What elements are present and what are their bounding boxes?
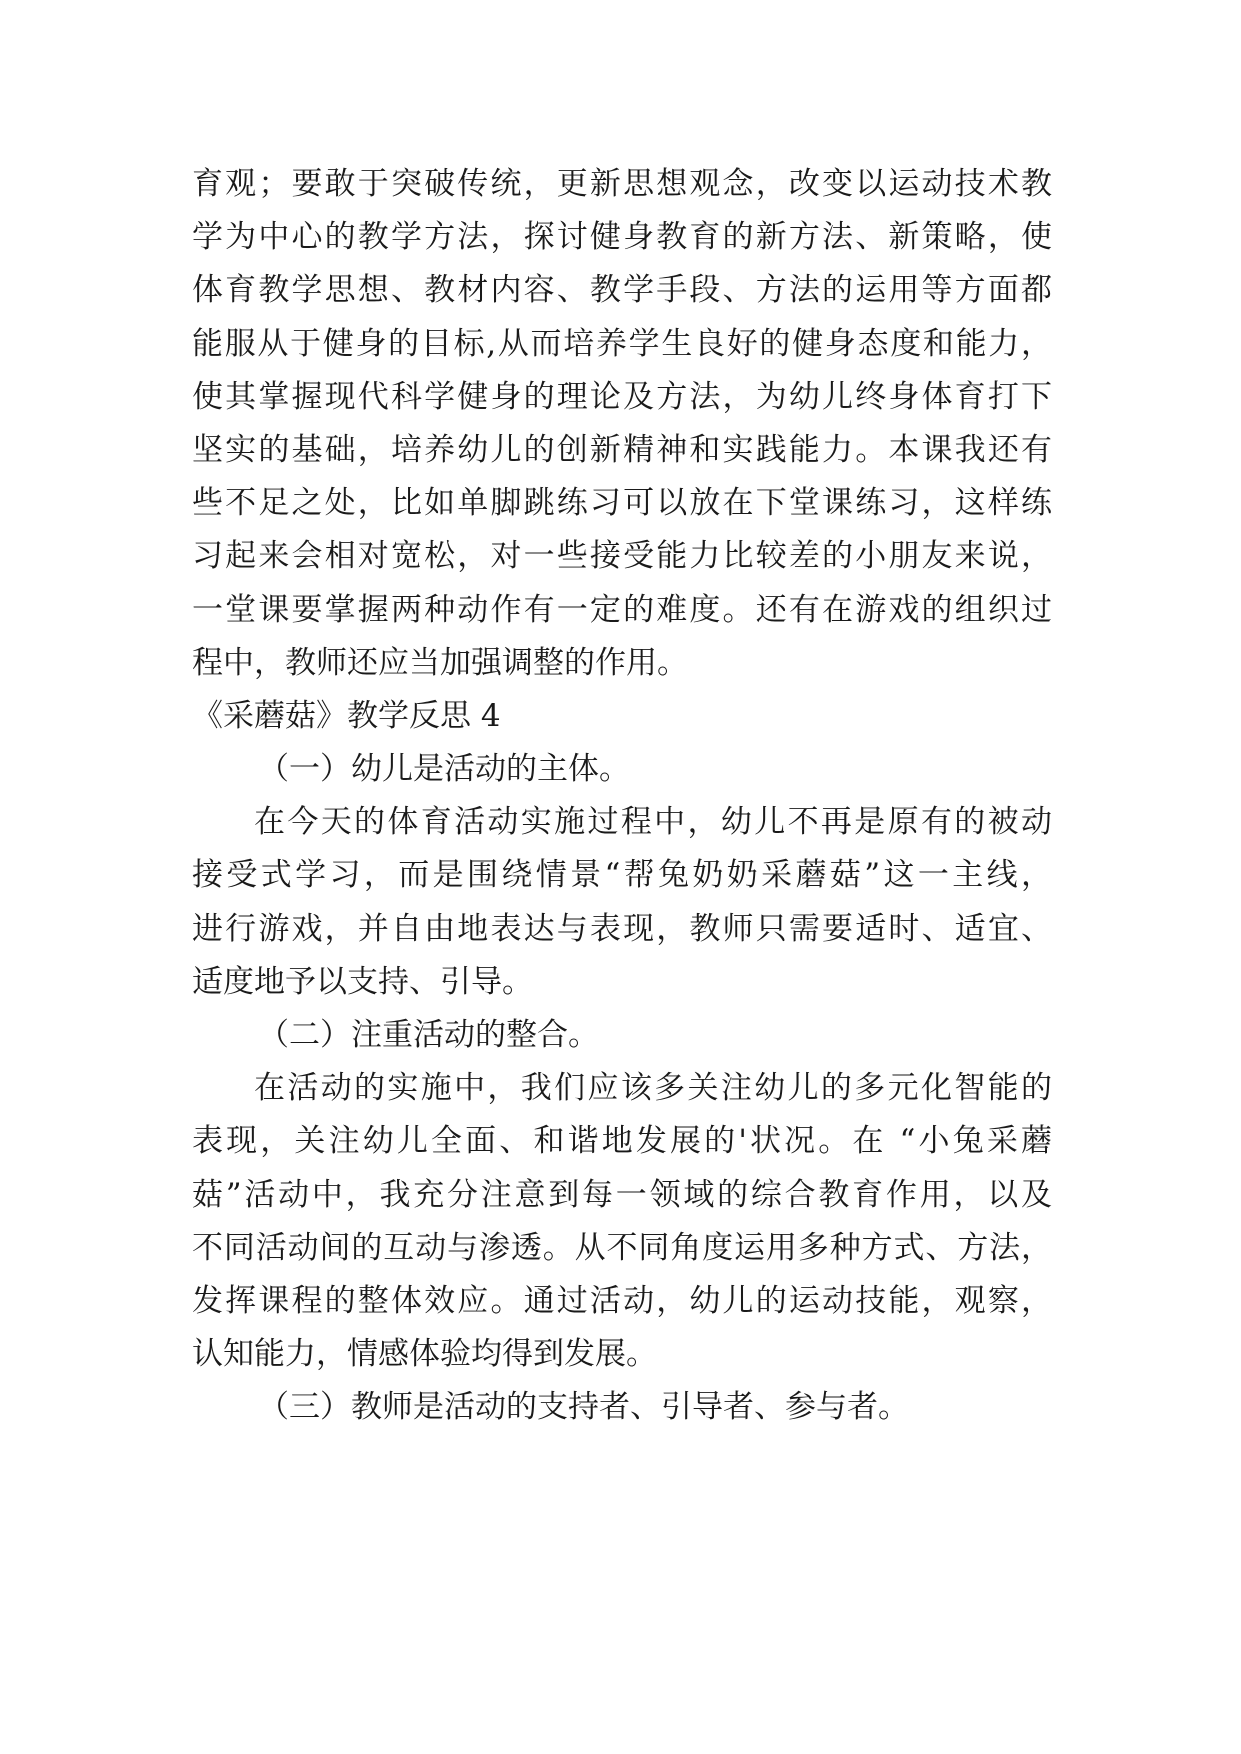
text-line: 使其掌握现代科学健身的理论及方法，为幼儿终身体育打下 <box>192 378 1052 415</box>
text-line: 坚实的基础，培养幼儿的创新精神和实践能力。本课我还有 <box>192 431 1052 468</box>
text-line: 能服从于健身的目标,从而培养学生良好的健身态度和能力， <box>192 325 1052 362</box>
text-line: 一堂课要掌握两种动作有一定的难度。还有在游戏的组织过 <box>192 591 1052 628</box>
section-heading: 《采蘑菇》教学反思 4 <box>192 697 501 734</box>
text-line: 菇”活动中，我充分注意到每一领域的综合教育作用，以及 <box>192 1176 1052 1213</box>
text-line: 表现，关注幼儿全面、和谐地发展的'状况。在 “小兔采蘑 <box>192 1123 1052 1160</box>
paragraph-continuation <box>192 158 1052 690</box>
text-line: 体育教学思想、教材内容、教学手段、方法的运用等方面都 <box>192 272 1052 309</box>
text-line: 发挥课程的整体效应。通过活动，幼儿的运动技能，观察， <box>192 1282 1052 1319</box>
text-line: 程中，教师还应当加强调整的作用。 <box>192 644 688 681</box>
subheading-2: （二）注重活动的整合。 <box>258 1017 599 1053</box>
text-line: 些不足之处，比如单脚跳练习可以放在下堂课练习，这样练 <box>192 485 1052 522</box>
subheading-1: （一）幼儿是活动的主体。 <box>258 751 630 788</box>
text-line: 在今天的体育活动实施过程中，幼儿不再是原有的被动 <box>254 804 1052 841</box>
text-line: 在活动的实施中，我们应该多关注幼儿的多元化智能的 <box>254 1070 1052 1107</box>
text-line: 适度地予以支持、引导。 <box>192 963 533 1000</box>
text-line: 进行游戏，并自由地表达与表现，教师只需要适时、适宜、 <box>192 910 1052 947</box>
subheading-3: （三）教师是活动的支持者、引导者、参与者。 <box>258 1389 909 1426</box>
text-line: 学为中心的教学方法，探讨健身教育的新方法、新策略，使 <box>192 219 1052 256</box>
text-line: 不同活动间的互动与渗透。从不同角度运用多种方式、方法， <box>192 1229 1052 1266</box>
document-body <box>192 158 1052 1435</box>
text-line: 认知能力，情感体验均得到发展。 <box>192 1336 657 1373</box>
text-line: 接受式学习，而是围绕情景“帮兔奶奶采蘑菇”这一主线， <box>192 857 1052 894</box>
paragraph-2 <box>192 1062 1052 1381</box>
paragraph-1 <box>192 796 1052 1009</box>
text-line: 育观；要敢于突破传统，更新思想观念，改变以运动技术教 <box>192 166 1052 202</box>
text-line: 习起来会相对宽松，对一些接受能力比较差的小朋友来说， <box>192 538 1052 575</box>
